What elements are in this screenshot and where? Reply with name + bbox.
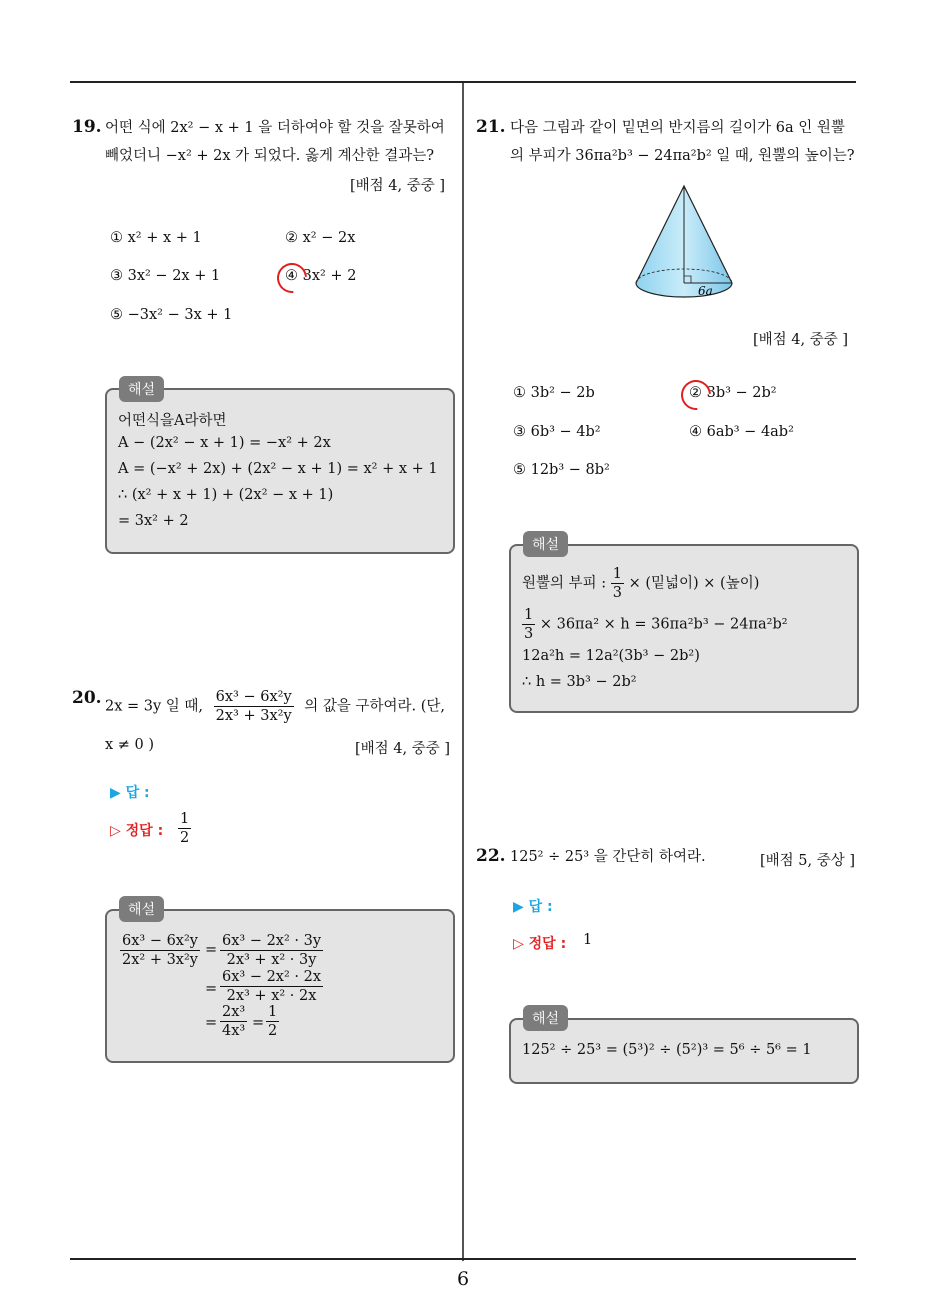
q19-option-3[interactable]: ③ 3x² − 2x + 1 xyxy=(110,268,221,284)
q20-sol-eq3: = xyxy=(205,1015,218,1031)
q21-sol-line1 xyxy=(522,565,759,602)
q20-text-line1 xyxy=(105,688,445,725)
q19-option-5[interactable]: ⑤ −3x² − 3x + 1 xyxy=(110,307,233,323)
q20-sol-r3-num: 2x³ xyxy=(222,1004,246,1020)
q19-option-4[interactable]: ④ 3x² + 2 xyxy=(285,268,357,284)
q20-text-a: 2x = 3y 일 때, xyxy=(105,698,204,715)
q21-sol-line2-b: × 36πa² × h = 36πa²b³ − 24πa²b² xyxy=(539,616,788,633)
q20-sol-r1-num: 6x³ − 2x² · 3y xyxy=(222,933,322,949)
q21-sol-frac1 xyxy=(611,565,624,602)
q19-text-line2: 빼었더니 −x² + 2x 가 되었다. 옳게 계산한 결과는? xyxy=(105,148,435,164)
q19-sol-line4: ∴ (x² + x + 1) + (2x² − x + 1) xyxy=(118,487,334,503)
q20-sol-eq4: = xyxy=(252,1015,265,1031)
q20-sol-lhs-num: 6x³ − 6x²y xyxy=(122,933,198,949)
q20-sol-lhs-den: 2x² + 3x²y xyxy=(122,952,198,968)
q21-sol-line1-b: × (밑넓이) × (높이) xyxy=(628,575,760,592)
q21-text-line2: 의 부피가 36πa²b³ − 24πa²b² 일 때, 원뿔의 높이는? xyxy=(510,148,855,164)
q21-option-5[interactable]: ⑤ 12b³ − 8b² xyxy=(513,462,610,478)
q21-sol-line1-a: 원뿔의 부피 : xyxy=(522,575,607,592)
q20-correct-numerator: 1 xyxy=(180,811,190,827)
q22-sol-line1: 125² ÷ 25³ = (5³)² ÷ (5²)³ = 5⁶ ÷ 5⁶ = 1 xyxy=(522,1042,812,1058)
q20-sol-r1-den: 2x³ + x² · 3y xyxy=(226,952,317,968)
q21-sol-frac2-den: 3 xyxy=(524,626,534,642)
q19-sol-line1: 어떤식을A라하면 xyxy=(118,413,227,429)
q21-sol-frac1-num: 1 xyxy=(612,566,622,582)
q20-sol-r2-num: 6x³ − 2x² · 2x xyxy=(222,969,322,985)
q20-sol-r3-den: 4x³ xyxy=(222,1023,246,1039)
q22-correct-label: ▷ 정답 : xyxy=(513,936,567,952)
q21-option-4[interactable]: ④ 6ab³ − 4ab² xyxy=(689,424,794,440)
q19-sol-line5: = 3x² + 2 xyxy=(118,513,189,529)
q20-fraction-denominator: 2x³ + 3x²y xyxy=(215,708,292,724)
q21-option-1[interactable]: ① 3b² − 2b xyxy=(513,385,595,401)
q20-fraction-numerator: 6x³ − 6x²y xyxy=(215,689,292,705)
q21-points: [배점 4, 중중 ] xyxy=(753,332,849,348)
q21-option-2[interactable]: ② 3b³ − 2b² xyxy=(689,385,777,401)
q20-correct-value xyxy=(178,810,191,847)
q21-sol-line4: ∴ h = 3b³ − 2b² xyxy=(522,674,637,690)
q19-sol-line2: A − (2x² − x + 1) = −x² + 2x xyxy=(118,435,331,451)
q20-correct-label: ▷ 정답 : xyxy=(110,823,164,839)
q20-number: 20. xyxy=(72,688,102,708)
q19-selected-circle xyxy=(271,257,313,299)
q20-solution-tag: 해설 xyxy=(119,896,164,922)
q21-option-3[interactable]: ③ 6b³ − 4b² xyxy=(513,424,601,440)
q21-solution-tag: 해설 xyxy=(523,531,568,557)
q20-sol-r1 xyxy=(220,932,323,969)
q22-solution-tag: 해설 xyxy=(523,1005,568,1031)
bottom-rule xyxy=(70,1258,856,1260)
q21-sol-frac2-num: 1 xyxy=(524,607,534,623)
q20-sol-r4-num: 1 xyxy=(268,1004,278,1020)
column-divider xyxy=(462,83,464,1261)
q21-sol-line2 xyxy=(522,606,788,643)
q20-sol-r4-den: 2 xyxy=(268,1023,278,1039)
q22-number: 22. xyxy=(476,846,506,866)
q21-selected-circle xyxy=(675,374,717,416)
q21-sol-frac1-den: 3 xyxy=(612,585,622,601)
q21-sol-frac2 xyxy=(522,606,535,643)
q19-number: 19. xyxy=(72,117,102,137)
q20-text-line2: x ≠ 0 ) xyxy=(105,737,155,753)
page-number: 6 xyxy=(456,1268,470,1290)
q19-text-line1: 어떤 식에 2x² − x + 1 을 더하여야 할 것을 잘못하여 xyxy=(105,120,445,136)
q22-correct-value: 1 xyxy=(583,932,593,948)
q20-sol-r4 xyxy=(266,1003,279,1040)
q20-sol-eq1: = xyxy=(205,942,218,958)
q20-correct-denominator: 2 xyxy=(180,830,190,846)
cone-radius-label: 6a xyxy=(698,284,713,298)
q20-text-b: 의 값을 구하여라. (단, xyxy=(304,698,446,715)
q22-answer-field[interactable]: ▶ 답 : xyxy=(513,899,553,915)
q19-points: [배점 4, 중중 ] xyxy=(350,178,446,194)
q21-sol-line3: 12a²h = 12a²(3b³ − 2b²) xyxy=(522,648,700,664)
q20-sol-r3 xyxy=(220,1003,247,1040)
q20-sol-r2-den: 2x³ + x² · 2x xyxy=(226,988,317,1004)
cone-figure xyxy=(630,180,740,305)
q20-fraction xyxy=(214,688,294,725)
q19-solution-tag: 해설 xyxy=(119,376,164,402)
q20-points: [배점 4, 중중 ] xyxy=(355,741,451,757)
q19-option-1[interactable]: ① x² + x + 1 xyxy=(110,230,202,246)
q19-sol-line3: A = (−x² + 2x) + (2x² − x + 1) = x² + x + 1 xyxy=(118,461,438,477)
q22-points: [배점 5, 중상 ] xyxy=(760,853,856,869)
q20-sol-eq2: = xyxy=(205,981,218,997)
q20-sol-r2 xyxy=(220,968,323,1005)
q21-number: 21. xyxy=(476,117,506,137)
q19-option-2[interactable]: ② x² − 2x xyxy=(285,230,356,246)
q22-text: 125² ÷ 25³ 을 간단히 하여라. xyxy=(510,849,706,865)
q21-text-line1: 다음 그림과 같이 밑면의 반지름의 길이가 6a 인 원뿔 xyxy=(510,120,845,136)
q20-answer-field[interactable]: ▶ 답 : xyxy=(110,785,150,801)
q20-sol-lhs xyxy=(120,932,200,969)
